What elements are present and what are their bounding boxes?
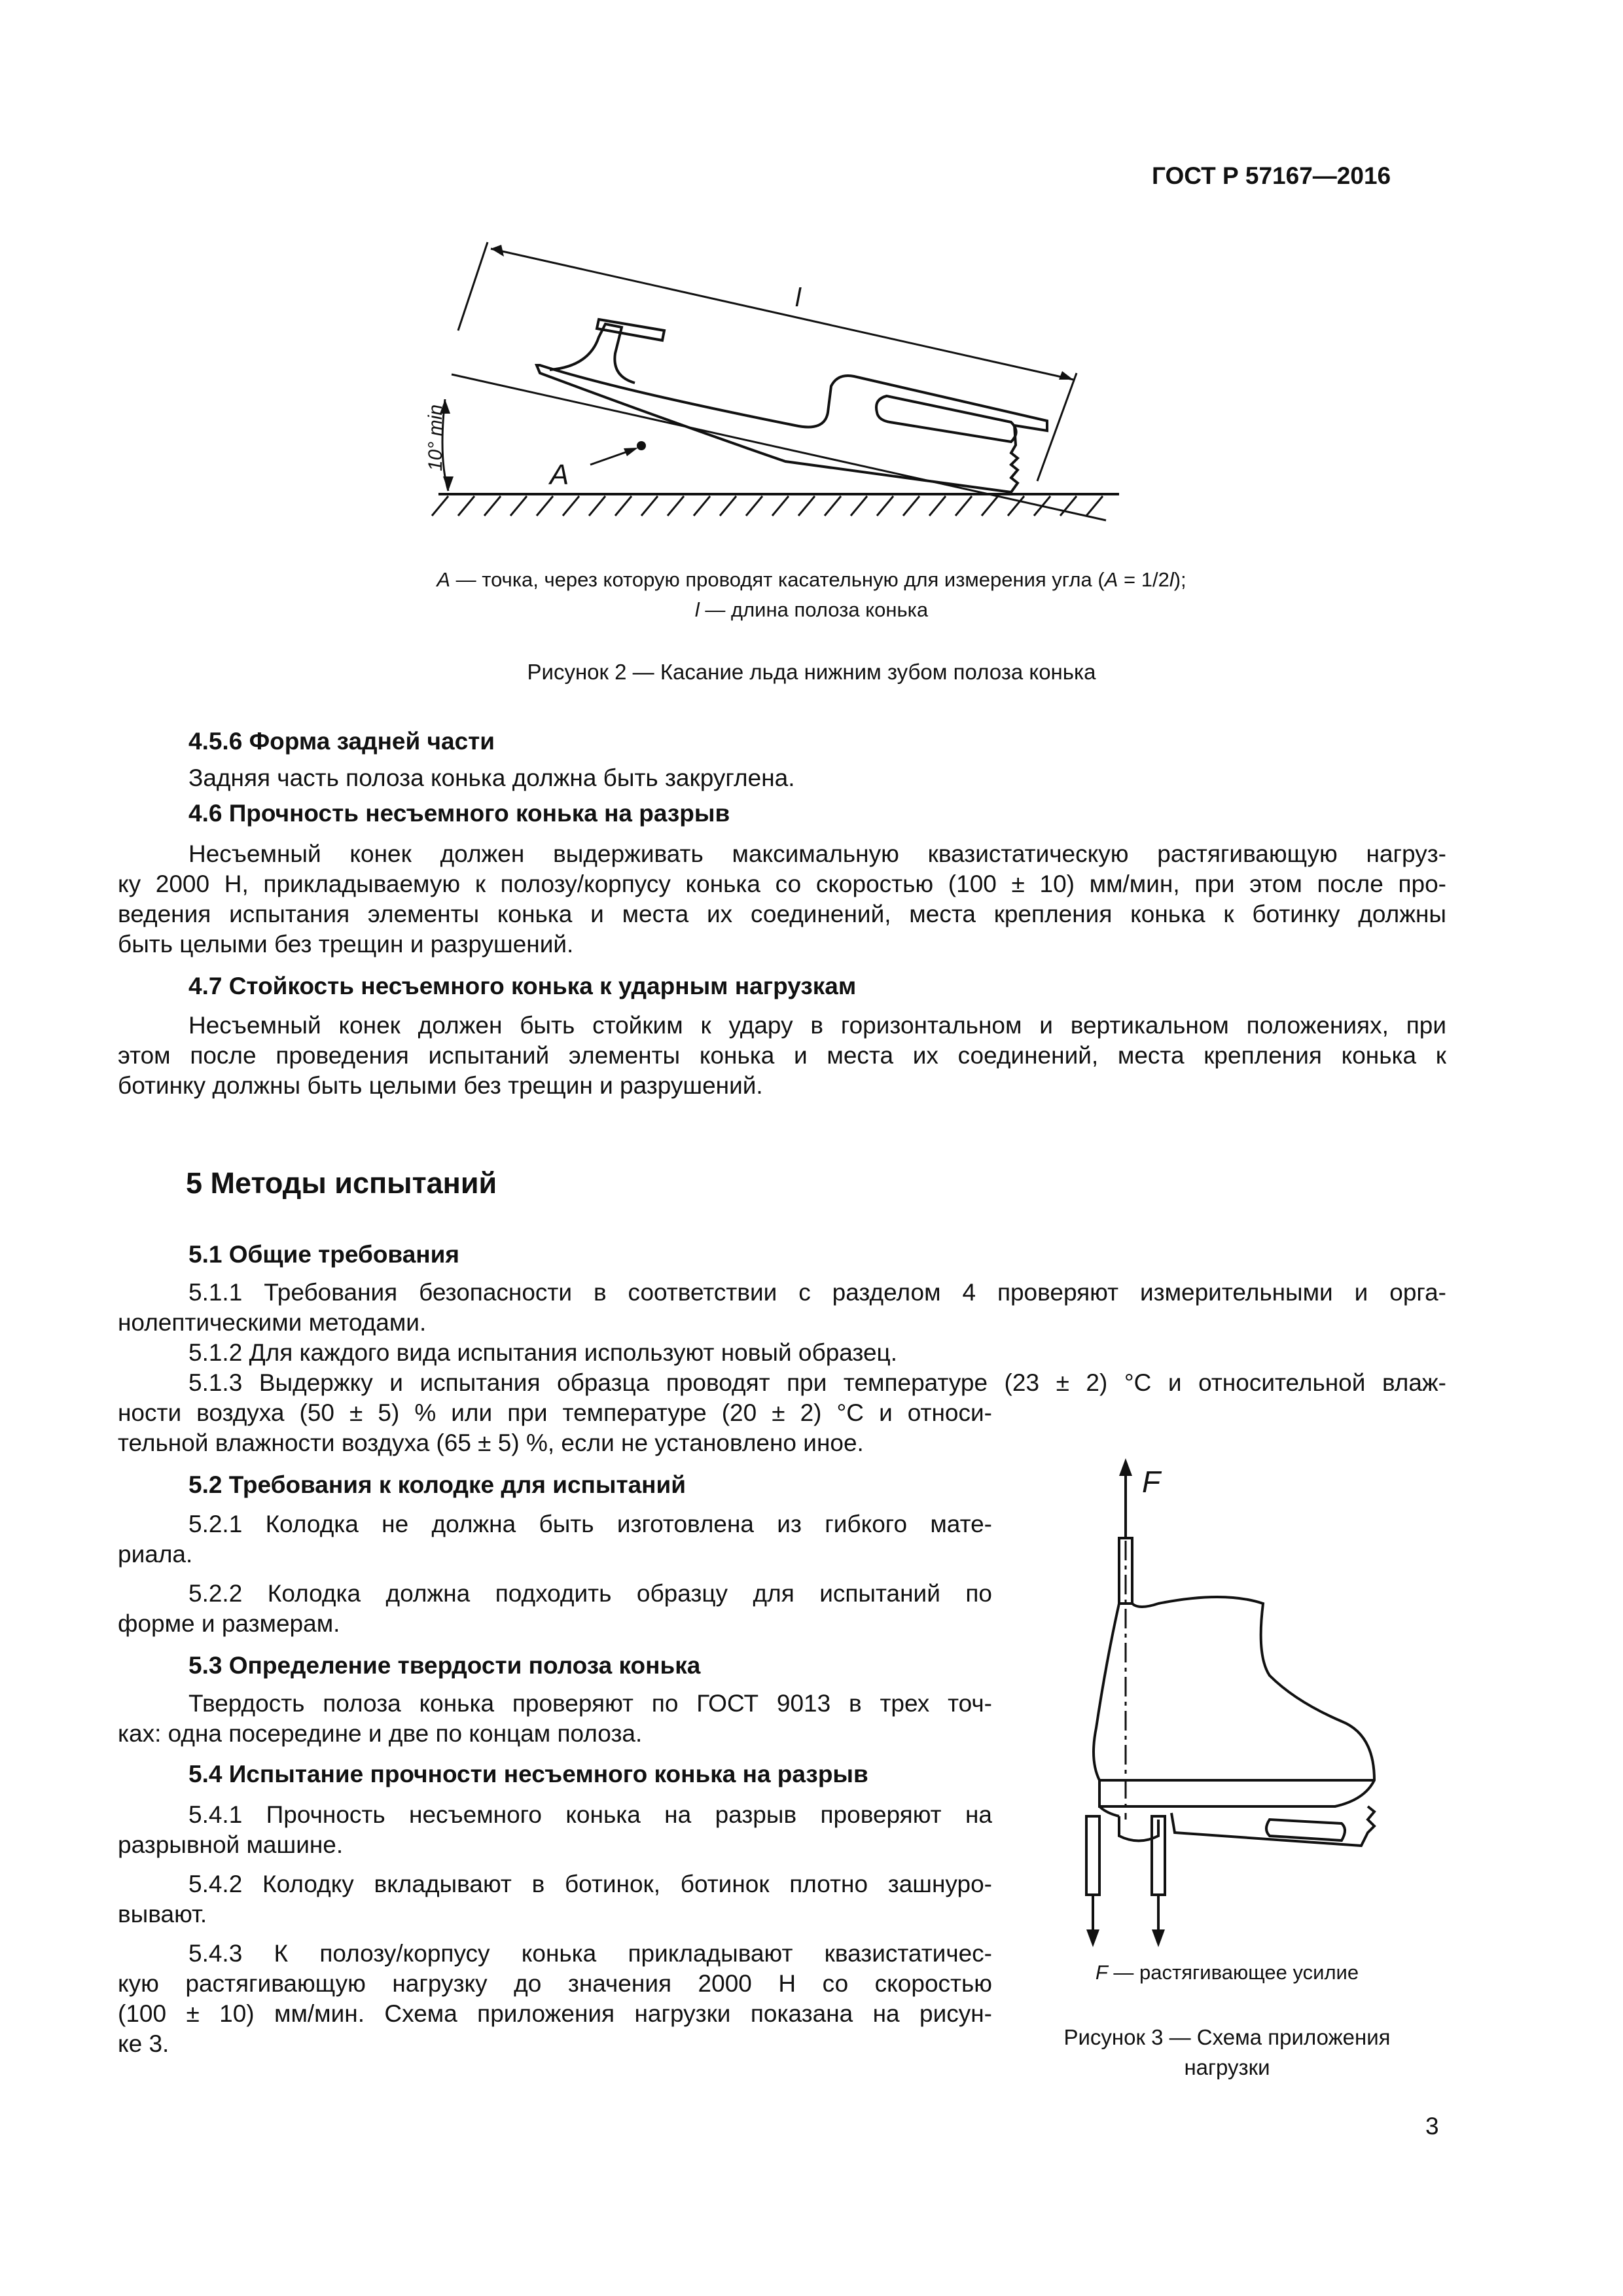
section-4-5-6-heading: 4.5.6 Форма задней части — [188, 728, 495, 755]
legend-text: — точка, через которую проводят касательную для измерения угла ( — [450, 568, 1105, 591]
legend-symbol-a: A — [437, 568, 451, 591]
section-5-4-1-line-1: 5.4.1 Прочность несъемного конька на разрыв проверяют на — [188, 1801, 992, 1828]
section-5-4-2-line-2: вывают. — [118, 1901, 207, 1928]
section-5-1-3-line-2: ности воздуха (50 ± 5) % или при температуре (20 ± 2) °С и относи- — [118, 1399, 992, 1426]
section-4-7-line-3: ботинку должны быть целыми без трещин и разрушений. — [118, 1072, 763, 1099]
section-5-3-heading: 5.3 Определение твердости полоза конька — [188, 1652, 701, 1679]
section-4-7-heading: 4.7 Стойкость несъемного конька к ударным нагрузкам — [188, 973, 857, 999]
section-5-1-1-line-2: нолептическими методами. — [118, 1309, 427, 1336]
section-5-2-1-line-1: 5.2.1 Колодка не должна быть изготовлена из гибкого мате- — [188, 1511, 992, 1537]
section-4-6-heading: 4.6 Прочность несъемного конька на разрыв — [188, 800, 730, 827]
figure-3-caption-line-2: нагрузки — [1184, 2055, 1270, 2079]
figure-3-load-scheme-diagram — [1060, 1453, 1387, 1950]
section-5-3-line-1: Твердость полоза конька проверяют по ГОСТ 9013 в трех точ- — [188, 1690, 992, 1717]
document-id: ГОСТ Р 57167—2016 — [1152, 162, 1391, 189]
legend-symbol-l: l — [694, 598, 700, 621]
section-5-2-2-line-1: 5.2.2 Колодка должна подходить образцу для испытаний по — [188, 1580, 992, 1607]
figure-3-caption-line-1: Рисунок 3 — Схема приложения — [1063, 2025, 1391, 2049]
section-4-6-line-3: ведения испытания элементы конька и места их соединений, места крепления конька к ботинку должны — [118, 901, 1446, 927]
legend-text: = 1/2 — [1118, 568, 1169, 591]
legend-symbol-f: F — [1095, 1961, 1108, 1984]
section-4-6-line-1: Несъемный конек должен выдерживать максимальную квазистатическую растягивающую нагруз- — [188, 840, 1446, 867]
figure-2-legend-line-1 — [0, 568, 1623, 592]
section-5-4-3-line-2: кую растягивающую нагрузку до значения 2000 Н со скоростью — [118, 1970, 992, 1997]
section-5-4-heading: 5.4 Испытание прочности несъемного конька на разрыв — [188, 1761, 868, 1787]
section-5-4-3-line-3: (100 ± 10) мм/мин. Схема приложения нагрузки показана на рисун- — [118, 2000, 992, 2027]
section-5-4-2-line-1: 5.4.2 Колодку вкладывают в ботинок, ботинок плотно зашнуро- — [188, 1871, 992, 1897]
legend-text: ); — [1173, 568, 1186, 591]
section-5-2-heading: 5.2 Требования к колодке для испытаний — [188, 1471, 687, 1498]
section-5-1-3-line-3: тельной влажности воздуха (65 ± 5) %, если не установлено иное. — [118, 1429, 864, 1456]
section-4-6-line-2: ку 2000 Н, прикладываемую к полозу/корпусу конька со скоростью (100 ± 10) мм/мин, при этом после про- — [118, 870, 1446, 897]
figure-2-label-point: A — [550, 459, 569, 491]
section-5-2-2-line-2: форме и размерам. — [118, 1610, 340, 1637]
figure-2-skate-blade-diagram — [419, 223, 1139, 537]
section-5-2-1-line-2: риала. — [118, 1541, 193, 1568]
section-5-heading: 5 Методы испытаний — [186, 1166, 497, 1200]
section-5-1-heading: 5.1 Общие требования — [188, 1241, 459, 1268]
figure-2-label-angle: 10° min — [425, 404, 446, 471]
legend-text: — длина полоза конька — [699, 598, 929, 621]
section-4-7-line-1: Несъемный конек должен быть стойким к удару в горизонтальном и вертикальном положениях, при — [188, 1012, 1446, 1039]
section-4-7-line-2: этом после проведения испытаний элементы конька и места их соединений, места крепления конька к — [118, 1042, 1446, 1069]
legend-symbol-a-2: A — [1104, 568, 1118, 591]
page-number: 3 — [1425, 2113, 1439, 2140]
figure-2-caption: Рисунок 2 — Касание льда нижним зубом полоза конька — [527, 660, 1096, 684]
section-5-4-3-line-1: 5.4.3 К полозу/корпусу конька прикладывают квазистатичес- — [188, 1940, 992, 1967]
legend-text: — растягивающее усилие — [1107, 1961, 1359, 1984]
section-5-4-3-line-4: ке 3. — [118, 2030, 169, 2057]
section-5-4-1-line-2: разрывной машине. — [118, 1831, 344, 1858]
figure-2-legend-line-2 — [0, 598, 1623, 622]
legend-symbol-l: l — [1169, 568, 1174, 591]
figure-3-label-f: F — [1142, 1465, 1161, 1499]
section-5-1-1-line-1: 5.1.1 Требования безопасности в соответствии с разделом 4 проверяют измерительными и орга- — [188, 1279, 1446, 1306]
section-5-1-3-line-1: 5.1.3 Выдержку и испытания образца проводят при температуре (23 ± 2) °С и относительной влаж- — [188, 1369, 1446, 1396]
figure-3-legend — [1021, 1961, 1433, 1984]
section-5-1-2: 5.1.2 Для каждого вида испытания используют новый образец. — [188, 1339, 898, 1366]
section-4-5-6-text: Задняя часть полоза конька должна быть закруглена. — [188, 764, 795, 791]
figure-2-label-l: l — [795, 283, 801, 312]
section-4-6-line-4: быть целыми без трещин и разрушений. — [118, 931, 574, 958]
section-5-3-line-2: ках: одна посередине и две по концам полоза. — [118, 1720, 643, 1747]
